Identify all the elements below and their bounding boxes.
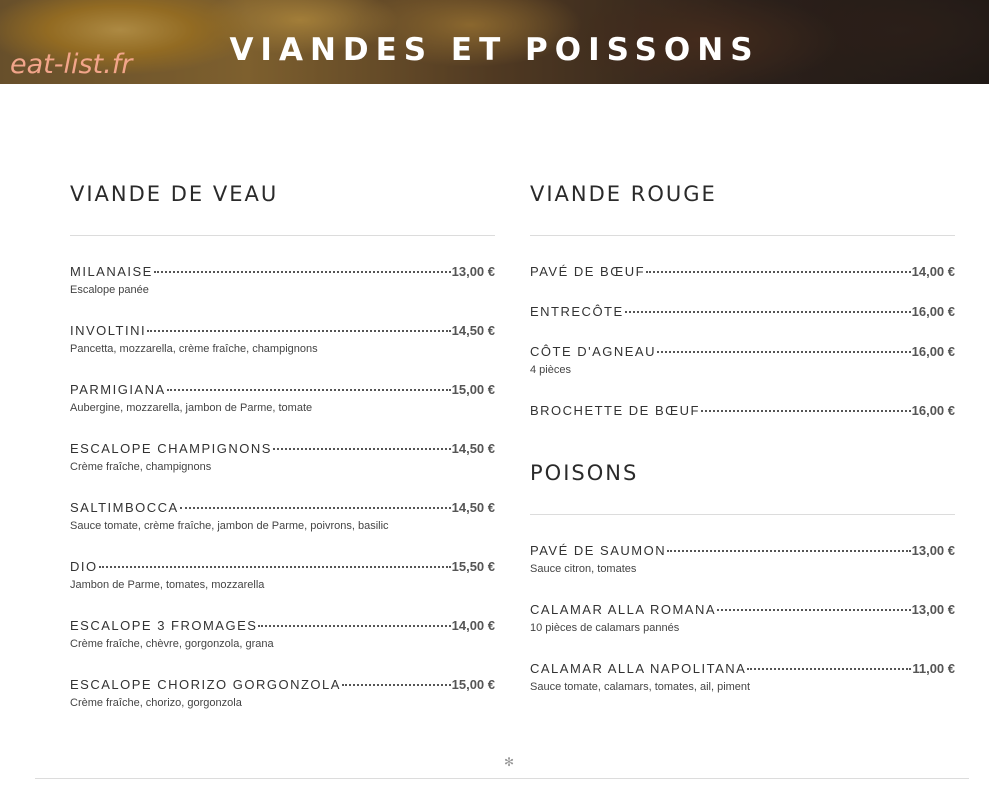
item-price: 16,00 € bbox=[911, 403, 955, 418]
dot-leader bbox=[625, 311, 911, 313]
item-price: 15,00 € bbox=[451, 677, 495, 692]
dot-leader bbox=[657, 351, 911, 353]
item-name: SALTIMBOCCA bbox=[70, 500, 179, 515]
menu-item bbox=[530, 660, 955, 719]
dot-leader bbox=[342, 684, 451, 686]
menu-item bbox=[70, 499, 495, 558]
menu-item bbox=[530, 542, 955, 601]
menu-item bbox=[70, 440, 495, 499]
dot-leader bbox=[747, 668, 911, 670]
menu-item bbox=[530, 303, 955, 343]
item-name: PAVÉ DE SAUMON bbox=[530, 543, 667, 558]
item-name: ESCALOPE 3 FROMAGES bbox=[70, 618, 258, 633]
dot-leader bbox=[180, 507, 451, 509]
dot-leader bbox=[646, 271, 911, 273]
dot-leader bbox=[147, 330, 451, 332]
item-price: 14,50 € bbox=[451, 441, 495, 456]
item-price: 13,00 € bbox=[451, 264, 495, 279]
page-title: VIANDES ET POISSONS bbox=[229, 32, 760, 68]
item-name: CALAMAR ALLA ROMANA bbox=[530, 602, 716, 617]
divider bbox=[70, 235, 495, 236]
menu-item bbox=[530, 402, 955, 442]
section-title-red-meat: VIANDE ROUGE bbox=[530, 182, 717, 206]
item-description: Pancetta, mozzarella, crème fraîche, champignons bbox=[70, 343, 318, 355]
dot-leader bbox=[273, 448, 451, 450]
item-name: CALAMAR ALLA NAPOLITANA bbox=[530, 661, 747, 676]
menu-item bbox=[530, 601, 955, 660]
item-description: Escalope panée bbox=[70, 284, 149, 296]
dot-leader bbox=[99, 566, 451, 568]
menu-item bbox=[70, 617, 495, 676]
item-name: CÔTE D'AGNEAU bbox=[530, 344, 656, 359]
item-name: ESCALOPE CHAMPIGNONS bbox=[70, 441, 272, 456]
section-title-fish: POISONS bbox=[530, 461, 639, 485]
dot-leader bbox=[258, 625, 450, 627]
item-price: 14,50 € bbox=[451, 323, 495, 338]
item-price: 14,50 € bbox=[451, 500, 495, 515]
item-name: BROCHETTE DE BŒUF bbox=[530, 403, 700, 418]
red-meat-section bbox=[530, 180, 955, 719]
item-price: 16,00 € bbox=[911, 344, 955, 359]
item-name: INVOLTINI bbox=[70, 323, 147, 338]
divider bbox=[530, 514, 955, 515]
item-description: Jambon de Parme, tomates, mozzarella bbox=[70, 579, 265, 591]
menu-item bbox=[70, 381, 495, 440]
item-price: 13,00 € bbox=[911, 543, 955, 558]
dot-leader bbox=[701, 410, 911, 412]
section-title-veal: VIANDE DE VEAU bbox=[70, 182, 279, 206]
item-price: 14,00 € bbox=[911, 264, 955, 279]
dot-leader bbox=[667, 550, 911, 552]
item-description: Crème fraîche, chèvre, gorgonzola, grana bbox=[70, 638, 274, 650]
item-description: Aubergine, mozzarella, jambon de Parme, tomate bbox=[70, 402, 313, 414]
ornament-icon: ✻ bbox=[504, 755, 515, 769]
item-price: 16,00 € bbox=[911, 304, 955, 319]
item-name: MILANAISE bbox=[70, 264, 153, 279]
menu-item bbox=[530, 263, 955, 303]
menu-item bbox=[530, 343, 955, 402]
item-description: Crème fraîche, champignons bbox=[70, 461, 212, 473]
divider bbox=[530, 235, 955, 236]
item-name: PAVÉ DE BŒUF bbox=[530, 264, 646, 279]
item-price: 13,00 € bbox=[911, 602, 955, 617]
item-price: 11,00 € bbox=[912, 661, 955, 676]
menu-item bbox=[70, 676, 495, 735]
footer-divider bbox=[35, 778, 969, 779]
fish-section bbox=[530, 459, 955, 719]
item-price: 15,00 € bbox=[451, 382, 495, 397]
item-name: ENTRECÔTE bbox=[530, 304, 624, 319]
item-description: 4 pièces bbox=[530, 364, 571, 376]
item-name: ESCALOPE CHORIZO GORGONZOLA bbox=[70, 677, 341, 692]
item-name: DIO bbox=[70, 559, 98, 574]
item-price: 14,00 € bbox=[451, 618, 495, 633]
dot-leader bbox=[717, 609, 911, 611]
item-description: Sauce tomate, crème fraîche, jambon de Parme, poivrons, basilic bbox=[70, 520, 389, 532]
veal-section bbox=[70, 180, 495, 735]
item-price: 15,50 € bbox=[451, 559, 495, 574]
item-description: Sauce citron, tomates bbox=[530, 563, 637, 575]
item-name: PARMIGIANA bbox=[70, 382, 166, 397]
item-description: 10 pièces de calamars pannés bbox=[530, 622, 680, 634]
dot-leader bbox=[154, 271, 451, 273]
dot-leader bbox=[167, 389, 451, 391]
item-description: Crème fraîche, chorizo, gorgonzola bbox=[70, 697, 242, 709]
header-banner bbox=[0, 0, 989, 84]
menu-item bbox=[70, 322, 495, 381]
item-description: Sauce tomate, calamars, tomates, ail, piment bbox=[530, 681, 751, 693]
watermark: eat-list.fr bbox=[10, 49, 133, 80]
menu-item bbox=[70, 558, 495, 617]
menu-item bbox=[70, 263, 495, 322]
